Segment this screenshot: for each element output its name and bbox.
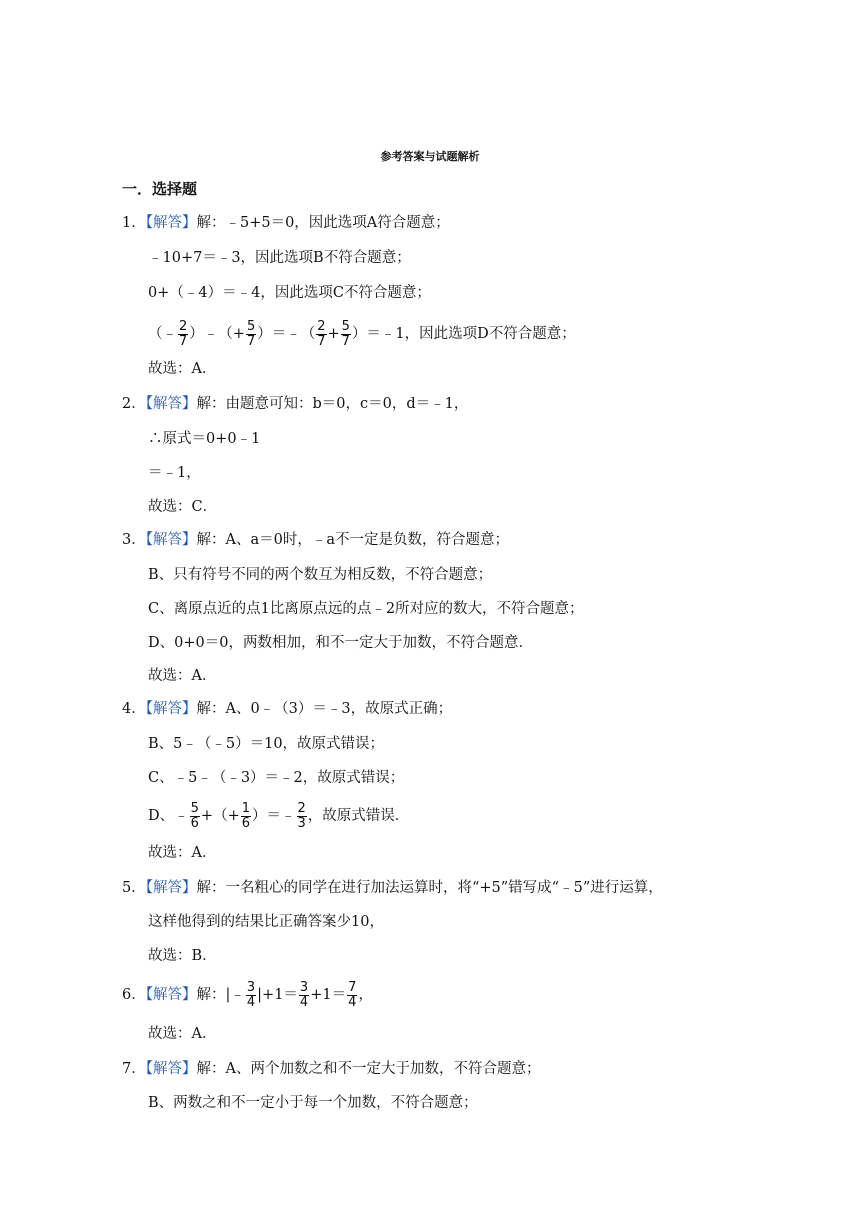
q2-number: 2． [122,396,146,412]
q7-line1: 7．【解答】解：A、两个加数之和不一定大于加数，不符合题意； [122,1061,541,1077]
q3-line3: C、离原点近的点1比离原点远的点﹣2所对应的数大，不符合题意； [148,601,584,617]
q4-line2: B、5﹣（﹣5）＝10，故原式错误； [148,736,385,752]
q6-number: 6． [122,987,146,1003]
q3-line4: D、0+0＝0，两数相加，和不一定大于加数，不符合题意． [148,635,533,651]
q3-answer: 故选：A． [148,668,217,684]
q3-line2: B、只有符号不同的两个数互为相反数，不符合题意； [148,567,493,583]
q4-line3: C、﹣5﹣（﹣3）＝﹣2，故原式错误； [148,770,405,786]
q6-answer: 故选：A． [148,1026,217,1042]
q1-line3: 0+（﹣4）＝﹣4，因此选项C不符合题意； [148,285,431,301]
fraction: $\frac{1}{6}$ [241,800,251,831]
q4-tag: 【解答】 [145,701,197,717]
q2-line1: 2．【解答】解：由题意可知：b＝0，c＝0，d＝﹣1， [122,396,469,412]
q7-tag: 【解答】 [145,1061,197,1077]
q6-line1: 6．【解答】解：|﹣ $\frac{3}{4}$ |+1＝ $\frac{3}{4}$ +1＝ $\frac{7}{4}$ ， [122,979,373,1010]
q5-tag: 【解答】 [145,880,197,896]
q1-answer: 故选：A． [148,361,217,377]
q5-answer: 故选：B． [148,948,217,964]
q3-number: 3． [122,532,146,548]
fraction: $\frac{7}{4}$ [348,979,357,1010]
q2-line2: ∴原式＝0+0﹣1 [148,431,261,447]
fraction: $\frac{2}{3}$ [297,800,306,831]
q1-line4: （﹣ $\frac{2}{7}$ ）﹣（+ $\frac{5}{7}$ ）＝﹣（ $\frac{2}{7}$ + $\frac{5}{7}$ ）＝﹣1，因此选项D不符合题意； [148,318,576,349]
q4-line1: 4．【解答】解：A、0﹣（3）＝﹣3，故原式正确； [122,701,453,717]
q2-answer: 故选：C． [148,499,218,515]
q1-line2: ﹣10+7＝﹣3，因此选项B不符合题意； [148,250,411,266]
q7-number: 7． [122,1061,146,1077]
q3-tag: 【解答】 [145,532,197,548]
q1-number: 1． [122,215,146,231]
section-heading: 一．选择题 [122,180,198,198]
fraction: $\frac{2}{7}$ [179,318,188,349]
q2-line3: ＝﹣1， [148,465,201,481]
q2-tag: 【解答】 [145,396,197,412]
q5-line1: 5．【解答】解：一名粗心的同学在进行加法运算时，将“+5”错写成“﹣5”进行运算， [122,880,663,896]
q7-line2: B、两数之和不一定小于每一个加数，不符合题意； [148,1095,478,1111]
q1-tag: 【解答】 [145,215,197,231]
q5-line2: 这样他得到的结果比正确答案少10， [148,914,384,930]
q6-tag: 【解答】 [145,987,197,1003]
q4-answer: 故选：A． [148,845,217,861]
q4-number: 4． [122,701,146,717]
q5-number: 5． [122,880,146,896]
fraction: $\frac{3}{4}$ [299,979,309,1010]
fraction: $\frac{3}{4}$ [246,979,256,1010]
fraction: $\frac{2}{7}$ [317,318,326,349]
fraction: $\frac{5}{7}$ [341,318,350,349]
fraction: $\frac{5}{7}$ [246,318,256,349]
q1-line1: 1．【解答】解：﹣5+5＝0，因此选项A符合题意； [122,215,450,231]
q4-line4: D、﹣ $\frac{5}{6}$ +（+ $\frac{1}{6}$ ）＝﹣ $\frac{2}{3}$ ，故原式错误． [148,800,410,831]
page-title: 参考答案与试题解析 [380,150,480,163]
q3-line1: 3．【解答】解：A、a＝0时，﹣a不一定是负数，符合题意； [122,532,509,548]
fraction: $\frac{5}{6}$ [190,800,199,831]
